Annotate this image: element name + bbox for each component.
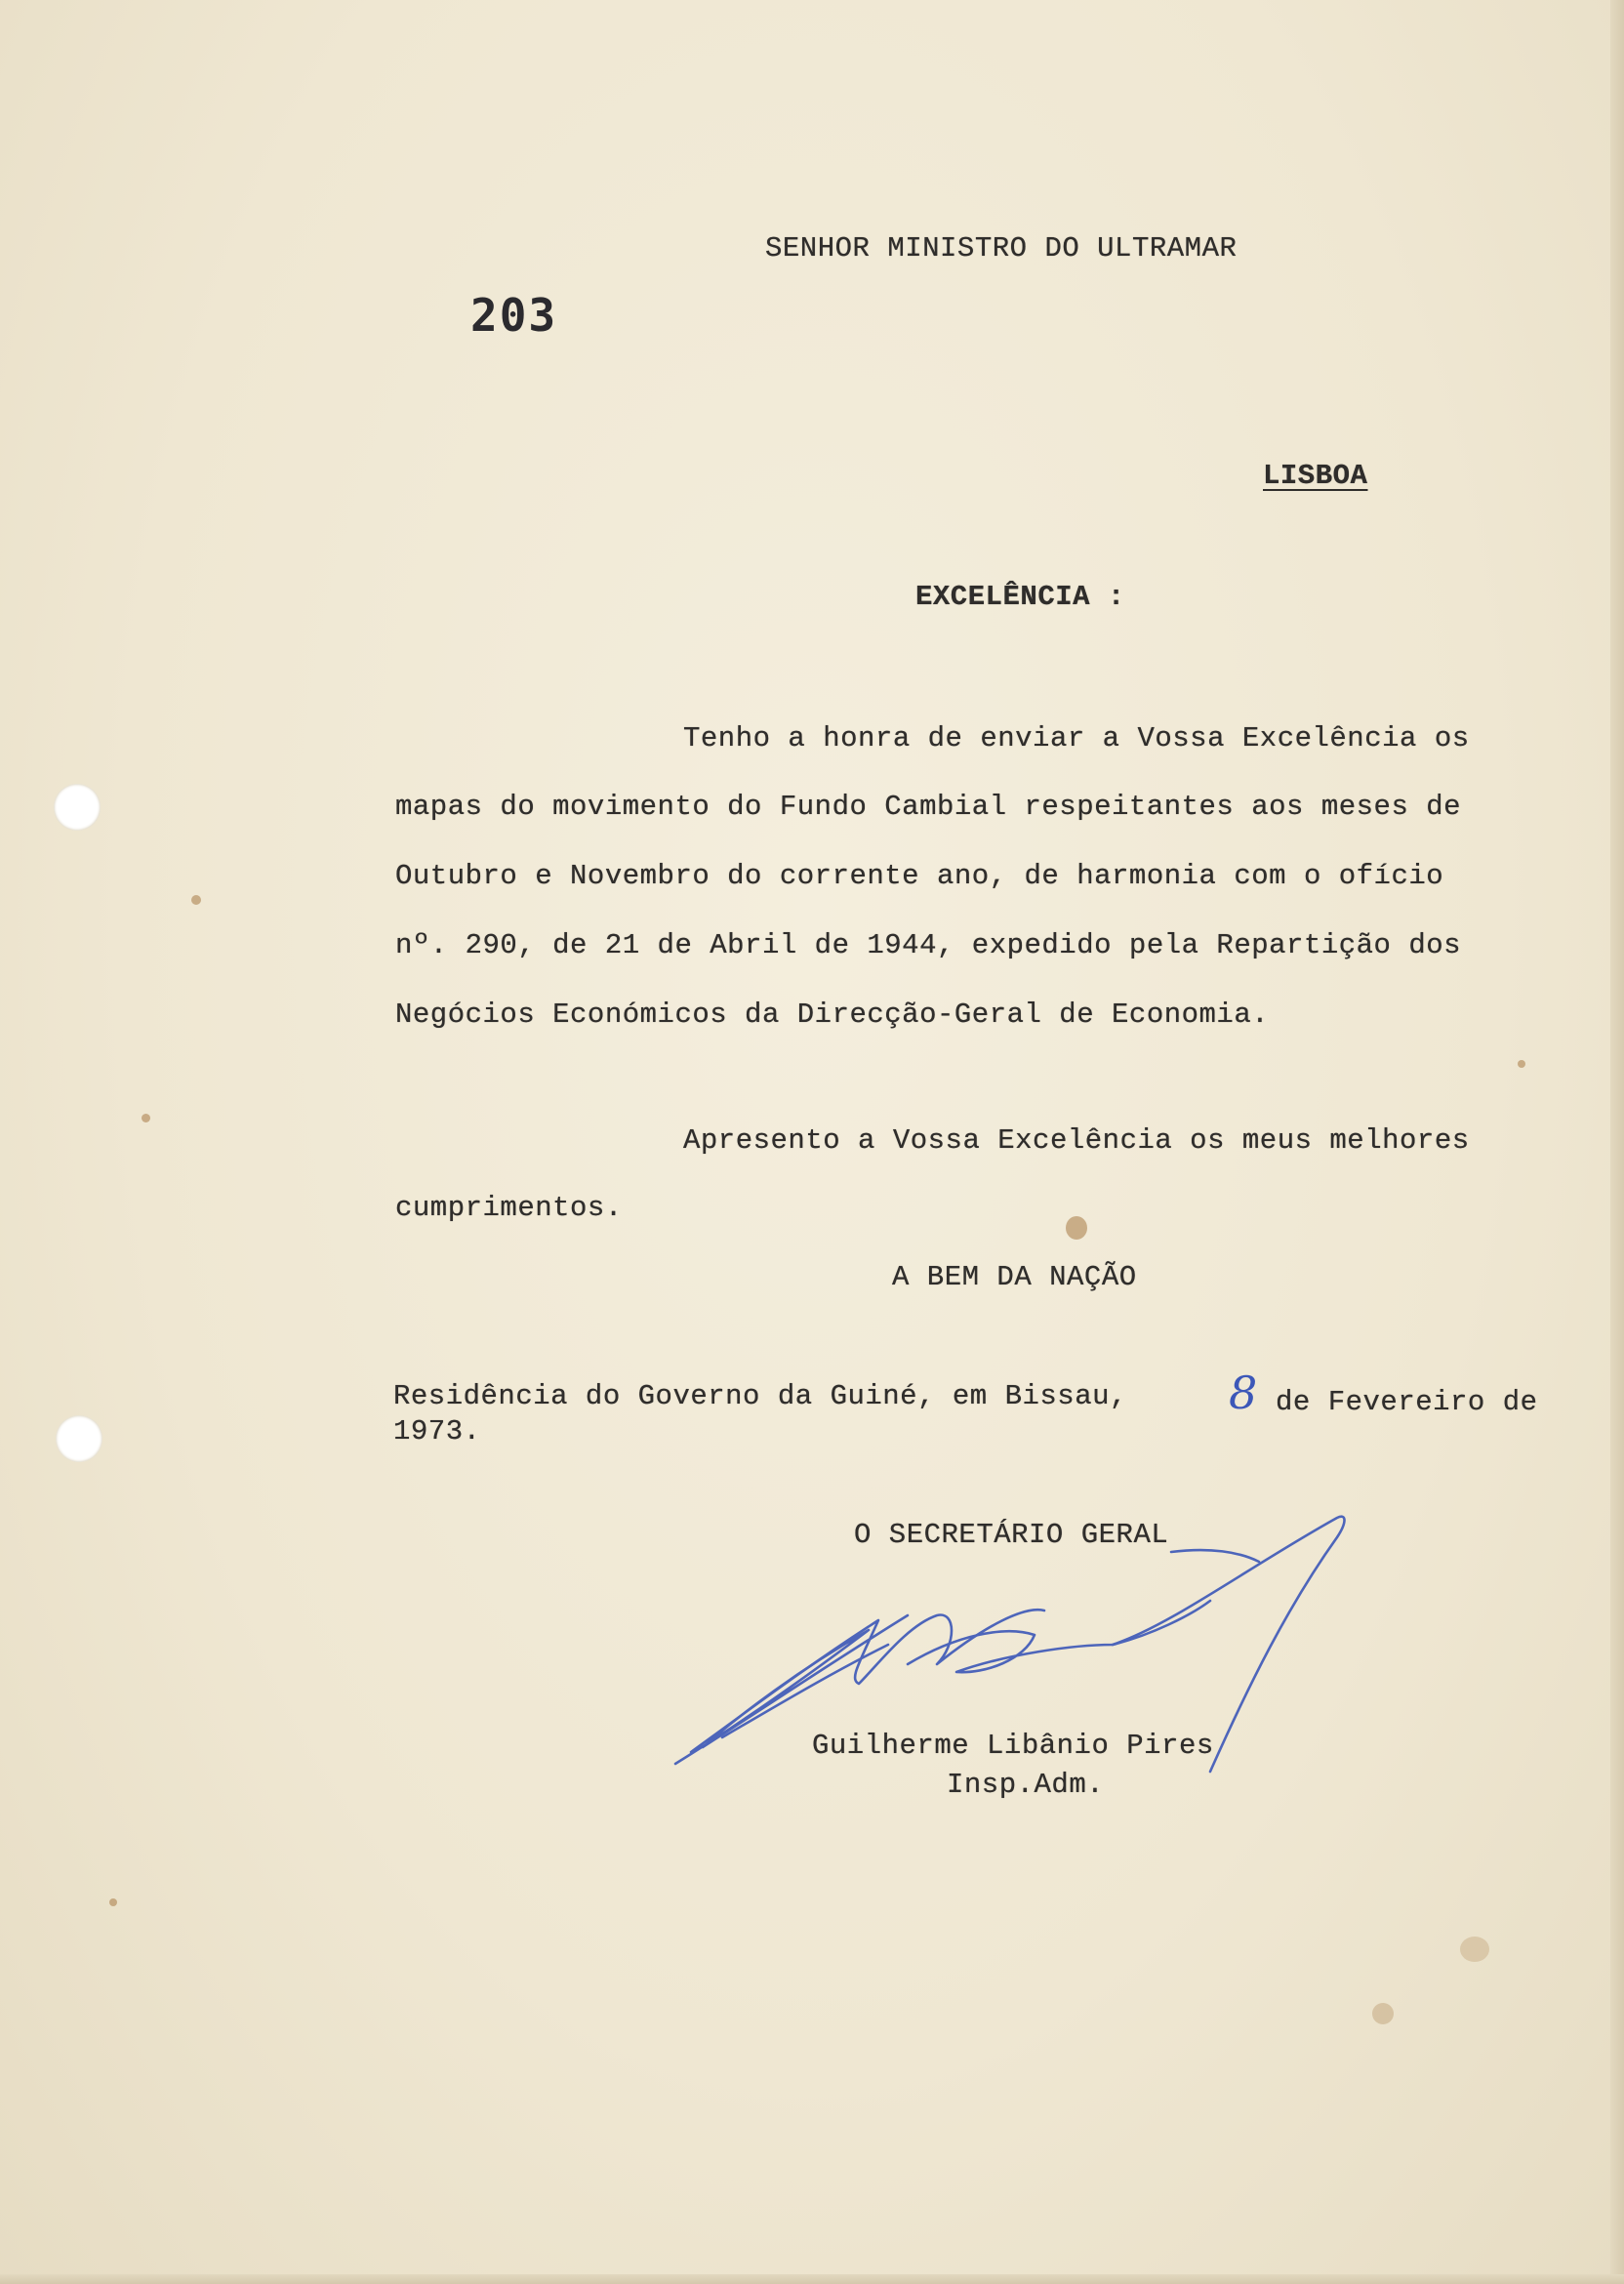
punch-hole-bottom <box>56 1415 102 1462</box>
place-date-year: 1973. <box>393 1415 481 1448</box>
punch-hole-top <box>54 784 101 831</box>
city-line: LISBOA <box>1263 460 1368 492</box>
paper-stain <box>1460 1937 1489 1962</box>
paragraph-2-line: cumprimentos. <box>395 1192 623 1224</box>
addressee-line: SENHOR MINISTRO DO ULTRAMAR <box>765 232 1238 265</box>
paper-stain <box>1518 1060 1525 1068</box>
paragraph-1-line: Tenho a honra de enviar a Vossa Excelência os <box>683 722 1470 755</box>
handwritten-day: 8 <box>1229 1366 1258 1419</box>
stamp-number: 203 <box>470 289 558 342</box>
page-bottom-edge <box>0 2274 1624 2284</box>
paragraph-1-line: Negócios Económicos da Direcção-Geral de Economia. <box>395 999 1270 1031</box>
paper-stain <box>1066 1216 1087 1240</box>
salutation: EXCELÊNCIA : <box>915 581 1125 613</box>
paper-stain <box>191 895 201 905</box>
paragraph-2-line: Apresento a Vossa Excelência os meus melhores <box>683 1124 1470 1157</box>
signatory-name: Guilherme Libânio Pires <box>812 1730 1214 1762</box>
paper-stain <box>142 1114 150 1122</box>
signatory-title: O SECRETÁRIO GERAL <box>854 1519 1169 1551</box>
page-edge <box>1610 0 1624 2284</box>
paragraph-1-line: Outubro e Novembro do corrente ano, de harmonia com o ofício <box>395 860 1444 892</box>
paper-stain <box>109 1898 117 1906</box>
paragraph-1-line: nº. 290, de 21 de Abril de 1944, expedido pela Repartição dos <box>395 929 1462 961</box>
place-date-suffix: de Fevereiro de <box>1276 1386 1538 1418</box>
paper-stain <box>1372 2003 1394 2024</box>
closing-motto: A BEM DA NAÇÃO <box>892 1261 1137 1293</box>
signatory-role: Insp.Adm. <box>947 1769 1105 1801</box>
place-date-prefix: Residência do Governo da Guiné, em Bissau, <box>393 1380 1127 1412</box>
paragraph-1-line: mapas do movimento do Fundo Cambial respeitantes aos meses de <box>395 791 1462 823</box>
